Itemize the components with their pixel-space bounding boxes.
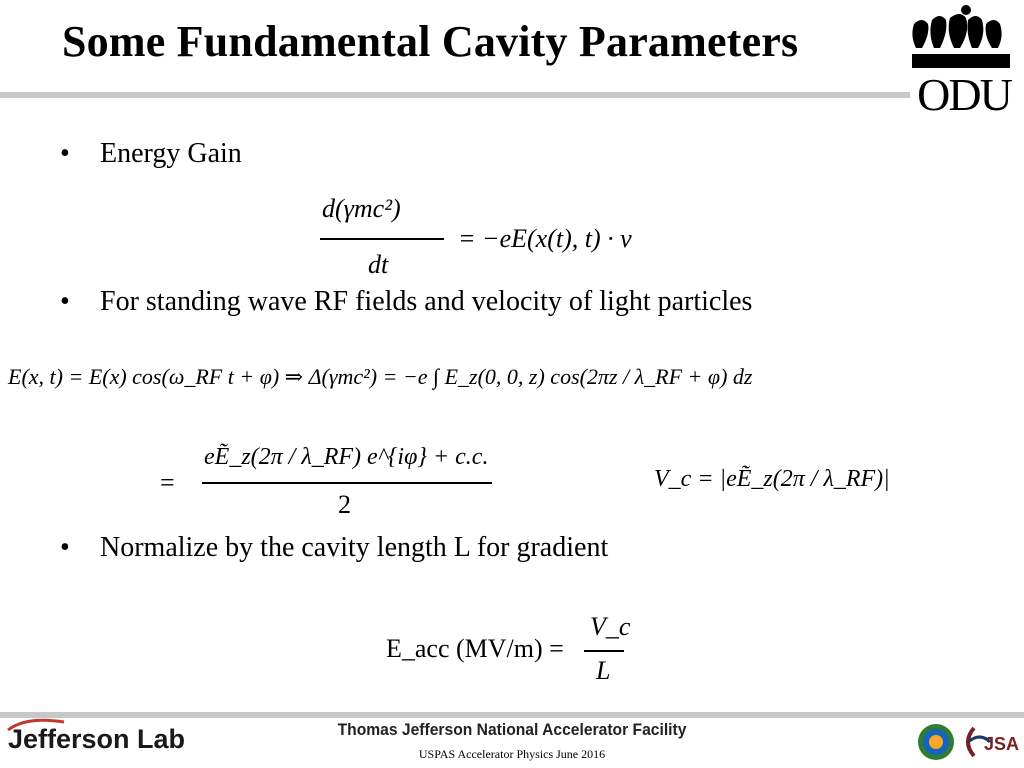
title-divider (0, 92, 910, 98)
jsa-logo-text: JSA (984, 734, 1020, 754)
bullet-dot: • (60, 138, 70, 169)
eq5-denominator: L (596, 656, 611, 685)
bullet-text: Energy Gain (100, 138, 242, 169)
jsa-logo-icon (960, 722, 1020, 762)
bullet-text: For standing wave RF fields and velocity of light particles (100, 286, 753, 317)
bullet-standing-wave (60, 286, 752, 318)
course-caption: USPAS Accelerator Physics June 2016 (418, 747, 606, 761)
eq5-fraction-line (584, 650, 624, 652)
eq1-numerator: d(γmc²) (322, 194, 401, 223)
eq4-cavity-voltage: V_c = |eẼ_z(2π / λ_RF)| (654, 466, 890, 492)
eq5-numerator: V_c (590, 612, 631, 641)
eq1-rhs: = −eE(x(t), t) · v (458, 224, 632, 253)
page-title: Some Fundamental Cavity Parameters (62, 17, 799, 66)
eq1-fraction-line (320, 238, 444, 240)
eq3-fraction-line (202, 482, 492, 484)
eq2-field-and-energy: E(x, t) = E(x) cos(ω_RF t + φ) ⇒ Δ(γmc²) = −e ∫ E_z(0, 0, z) cos(2πz / λ_RF + φ) dz (8, 364, 753, 389)
facility-name: Thomas Jefferson National Accelerator Facility (337, 720, 687, 739)
bullet-dot: • (60, 532, 70, 563)
eq1-denominator: dt (368, 250, 389, 279)
footer-divider (0, 712, 1024, 718)
odu-logo-text: ODU (917, 69, 1011, 120)
bullet-text: Normalize by the cavity length L for gradient (100, 532, 609, 563)
bullet-dot: • (60, 286, 70, 317)
eq5-lhs: E_acc (MV/m) = (386, 634, 564, 663)
doe-seal-icon (916, 722, 956, 762)
bullet-energy-gain (60, 138, 242, 170)
eq3-equals: = (160, 468, 175, 497)
jefferson-lab-logo: Jefferson Lab (8, 724, 186, 754)
eq3-numerator: eẼ_z(2π / λ_RF) e^{iφ} + c.c. (204, 444, 489, 470)
bullet-normalize (60, 532, 608, 564)
eq3-denominator: 2 (338, 490, 351, 519)
